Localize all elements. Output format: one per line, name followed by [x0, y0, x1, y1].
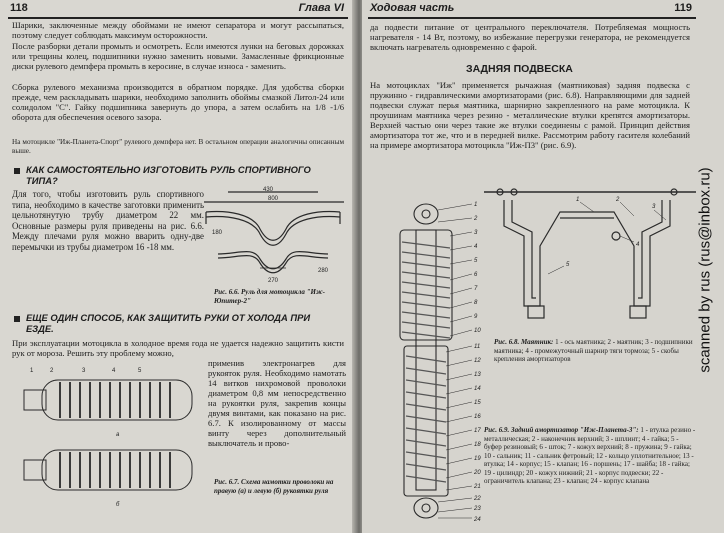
callout-label: 4 [636, 242, 640, 248]
figure-caption-6-6: Рис. 6.6. Руль для мотоцикла "Иж-Юпитер-2" [214, 288, 325, 305]
bullet-icon [14, 168, 20, 174]
grip-figure [20, 360, 204, 520]
shock-absorber-figure [376, 196, 488, 524]
paragraph-balls: Шарики, заключенные между обоймами не имеют сепаратора и могут рассыпаться, поэтому следует соблюдать максимум осторожности. [12, 20, 344, 40]
left-page-header [8, 2, 348, 19]
callout-label: 22 [474, 496, 481, 502]
callout-label: 8 [474, 300, 478, 306]
callout-label: 2 [474, 216, 478, 222]
section-heading-sport-handlebar: КАК САМОСТОЯТЕЛЬНО ИЗГОТОВИТЬ РУЛЬ СПОРТИВНОГО ТИПА? [26, 164, 311, 186]
callout-label: 4 [474, 244, 478, 250]
callout-label: 2 [616, 197, 620, 203]
callout-label: 1 [30, 368, 34, 374]
dim-label: 280 [318, 268, 329, 274]
paragraph-handlebar: Для того, чтобы изготовить руль спортивного типа, необходимо в качестве заготовки применить цельнотянутую трубу диаметром 22 мм. Основные размеры руля приведены на рис. 6.6. Между плечами руля можно вварить одну-две перемычки из трубы диаметром 16 -18 мм. [12, 189, 204, 252]
section-heading-rear-suspension: ЗАДНЯЯ ПОДВЕСКА [466, 63, 573, 75]
running-title: Ходовая часть [370, 2, 455, 14]
callout-label: 24 [474, 517, 481, 523]
callout-label: 20 [474, 470, 481, 476]
note-sport: На мотоцикле "Иж-Планета-Спорт" рулевого демпфера нет. В остальном операции аналогичны описанным выше. [12, 138, 344, 155]
callout-label: б [116, 502, 120, 508]
callout-label: 19 [474, 456, 481, 462]
right-page-header [368, 2, 696, 19]
callout-label: 4 [112, 368, 116, 374]
swingarm-figure [484, 186, 696, 336]
dim-label: 430 [262, 187, 274, 193]
callout-label: 7 [474, 286, 478, 292]
callout-label: 5 [474, 258, 478, 264]
paragraph-disassembly: После разборки детали промыть и осмотреть. Если имеются лунки на беговых дорожках или трещины колец, подшипники нужно заменить новыми. Замасленные фрикционные диски рулевого демпфера промыть в керосине, в случае износа - заменить. [12, 41, 344, 71]
callout-label: 11 [474, 344, 481, 350]
callout-label: 17 [474, 428, 481, 434]
callout-label: 1 [576, 197, 580, 203]
section-heading-hand-warming: ЕЩЕ ОДИН СПОСОБ, КАК ЗАЩИТИТЬ РУКИ ОТ ХОЛОДА ПРИ ЕЗДЕ. [26, 312, 311, 334]
figure-caption-6-7: Рис. 6.7. Схема намотки проволоки на правую (а) и левую (б) рукоятки руля [214, 478, 334, 495]
callout-label: 2 [50, 368, 54, 374]
paragraph-assembly: Сборка рулевого механизма производится в обратном порядке. Для удобства сборки прежде, чем раскладывать шарики, необходимо заполнить обоймы смазкой Литол-24 или солидолом "С". Гайку подшипника завернуть до упора, а затем ослабить на 1/8 -1/6 оборота для обеспечения осевого зазора. [12, 82, 344, 122]
handlebar-figure [198, 184, 348, 294]
callout-label: 16 [474, 414, 481, 420]
callout-label: 12 [474, 358, 481, 364]
callout-label: 3 [82, 368, 86, 374]
scan-credit-watermark: scanned by rus (rus@inbox.ru) [696, 167, 714, 373]
bullet-icon [14, 316, 20, 322]
callout-label: 14 [474, 386, 481, 392]
dim-label: 180 [212, 230, 223, 236]
callout-label: 18 [474, 442, 481, 448]
paragraph-heater-power: да подвести питание от центрального переключателя. Потребляемая мощность нагревателя - 14 Вт, поэтому, во избежание перегрузки генератора, не рекомендуется включать нагреватель одновременно с фарой. [370, 22, 690, 52]
figure-caption-6-8: Рис. 6.8. Маятник: 1 - ось маятника; 2 - маятник; 3 - подшипники маятника; 4 - промежуточный шарнир тяги тормоза; 5 - скобы крепления амортизаторов [494, 338, 693, 363]
callout-label: 21 [474, 484, 481, 490]
page-number-left: 118 [10, 2, 28, 14]
callout-label: 10 [474, 328, 481, 334]
chapter-title: Глава VI [298, 2, 344, 14]
left-page [0, 0, 358, 533]
callout-label: 6 [474, 272, 478, 278]
callout-label: 15 [474, 400, 481, 406]
figure-caption-6-9: Рис. 6.9. Задний амортизатор "Иж-Планета-3": 1 - втулка резино - металлическая; 2 - наконечник верхний; 3 - шплинт; 4 - гайка; 5 - буфер резиновый; 6 - шток; 7 - кожух верхний; 8 - пружина; 9 - гайка; 10 - сальник; 11 - сальник фетровый; 12 - кольцо уплотнительное; 13 - втулка; 14 - корпус; 15 - клапан; 16 - поршень; 17 - шайба; 18 - гайка; 19 - цилиндр; 20 - кожух нижний; 21 - корпус подвески; 22 - ограничитель клапана; 23 - клапан; 24 - корпус клапана [484, 426, 696, 485]
dim-label: 270 [267, 278, 279, 284]
paragraph-cold-intro: При эксплуатации мотоцикла в холодное время года не удается надежно защитить кисти рук от мороза. Решить эту проблему можно, [12, 338, 344, 358]
callout-label: 5 [566, 262, 570, 268]
dim-label: 800 [267, 196, 279, 202]
callout-label: 9 [474, 314, 478, 320]
callout-label: 1 [474, 202, 478, 208]
callout-label: 5 [138, 368, 142, 374]
paragraph-rear-suspension: На мотоциклах "Иж" применяется рычажная (маятниковая) задняя подвеска с пружинно - гидравлическими амортизаторами (рис. 6.8). Направляющими для задней подвески служат перья маятника, шарнирно закрепленного на раме мотоцикла. К проушинам маятника через резино - металлические втулки крепятся амортизаторы. Верхней частью они через такие же втулки соединены с рамой. Принцип действия амортизатора тот же, что и в передней вилке. Рассмотрим работу гасителя колебаний на примере амортизатора мотоцикла "Иж-П3" (рис. 6.9). [370, 80, 690, 150]
page-number-right: 119 [674, 2, 692, 14]
paragraph-heating: применив электронагрев для рукояток руля. Необходимо намотать 14 витков нихромовой проволоки диаметром 0,8 мм непосредственно на рукоятки руля, закрепив концы двумя винтами, как показано на рис. 6.7. К изолированному от массы винту через дополнительный выключатель и прово- [208, 358, 346, 448]
right-page [362, 0, 724, 533]
callout-label: 23 [474, 506, 481, 512]
callout-label: 13 [474, 372, 481, 378]
callout-label: 3 [652, 204, 656, 210]
callout-label: 3 [474, 230, 478, 236]
callout-label: а [116, 432, 120, 438]
